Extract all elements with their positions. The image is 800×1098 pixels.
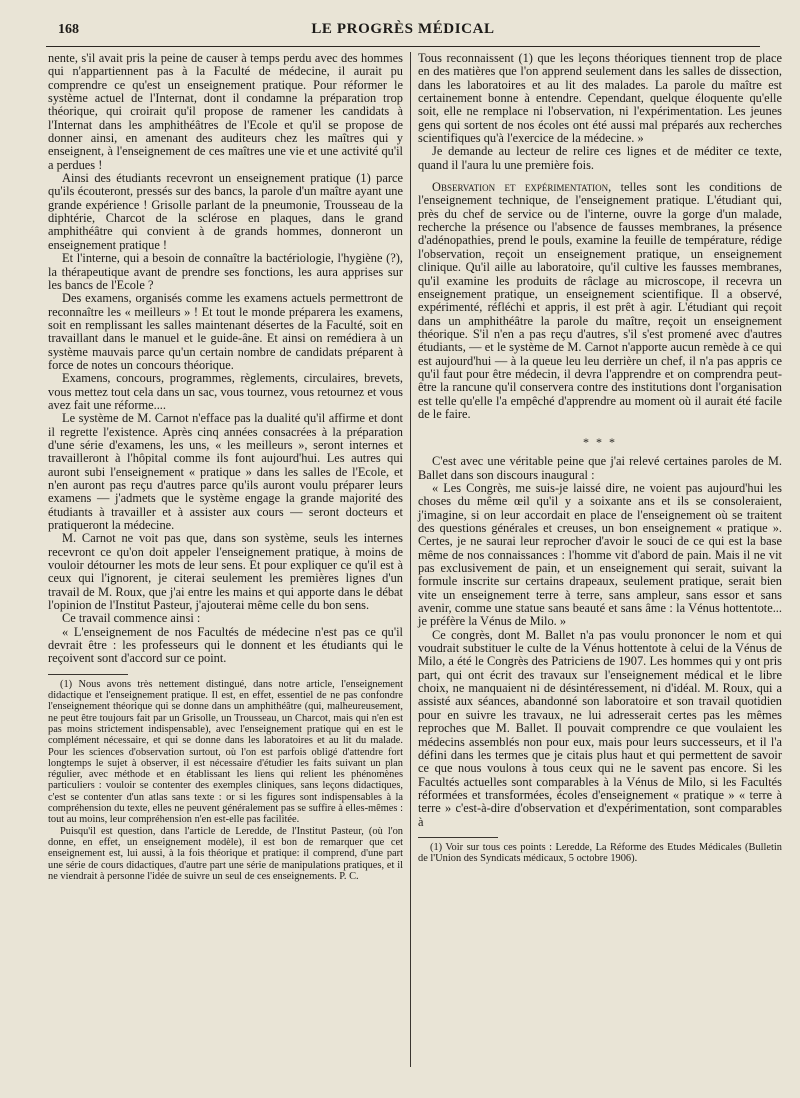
paragraph: Je demande au lecteur de relire ces lignes et de méditer ce texte, quand il l'aura lu une première fois. [418,144,782,172]
page-header [46,20,760,47]
paragraph: Ce travail commence ainsi : [62,611,201,626]
right-column [418,52,782,865]
footnote-block [48,679,403,882]
paragraph: Et l'interne, qui a besoin de connaître la bactériologie, l'hygiène (?), la thérapeutique avant de prendre ses fonctions, les aura apprises sur les bancs de l'Ecole ? [48,251,403,292]
paragraph: Ainsi des étudiants recevront un enseignement pratique (1) parce qu'ils écouteront, pressés sur des bancs, la parole d'un maître ayant une grande expérience ! Grisolle parlant de la pneumonie, Trousseau de la diphtérie, Charcot de la sclérose en plaques, dans le grand amphithéâtre qui convient à de grands hommes, donneront un enseignement pratique ! [48,171,403,252]
paragraph-text: telles sont les conditions de l'enseignement technique, de l'enseignement pratique. L'étudiant qui, près du chef de service ou de l'interne, ouvre la gorge d'un malade, recherche la présence ou l'absence de fausses membranes, la présence d'adénopathies, prend le pouls, examine la feuille de température, rédige l'observation, reçoit un enseignement pratique, un enseignement clinique. Qu'il aille au laboratoire, qu'il cultive les fausses membranes, qu'il examine les produits de râclage au microscope, il recevra un enseignement pratique, un enseignement scientifique. Il a observé, expérimenté, réfléchi et appris, il est prêt à agir. L'étudiant qui reçoit dans un amphithéâtre la parole du maître, reçoit un enseignement théorique. S'il n'en a pas reçu d'autres, s'il s'est promené avec d'autres étudiants, — et le système de M. Carnot n'apporte aucun remède à ce qui est aujourd'hui — à la queue leu leu derrière un chef, il n'a pas appris ce qu'il faut pour être médecin, il devra l'apprendre et on comprendra peut-être la rancune qu'il conservera contre des institutions dont l'organisation est telle qu'elle l'a empêché d'apprendre au moment où il aurait été facile de le faire. [418,180,782,421]
footnote: Puisqu'il est question, dans l'article de Leredde, de l'Institut Pasteur, (où l'on donne, en effet, un enseignement modèle), il est bon de remarquer que cet enseignement est, lui aussi, à la fois théorique et pratique: il comprend, d'une part une série de cours didactiques, d'autre part une série de manipulations pratiques, et il ne viendrait à personne l'idée de suivre un seul de ces enseignements. P. C. [48,825,403,882]
footnote-block [418,842,782,865]
footnote-rule [48,674,128,675]
footnote-rule [418,837,498,838]
left-column [48,52,403,882]
running-title: LE PROGRÈS MÉDICAL [311,21,495,37]
paragraph: nente, s'il avait pris la peine de causer à temps perdu avec des hommes qui n'appartiennent pas à la Faculté de médecine, il aurait pu comprendre ce qu'est un enseignement pratique. Pour réformer le système actuel de l'Internat, dont il condamne la préparation trop théorique, qui croirait qu'il propose de ramener les candidats à l'Internat dans les amphithéâtres de l'Ecole et qu'il se propose de donner ainsi, en amenant des auditeurs chez les maîtres qui y enseignent, à l'enseignement de ces maîtres une vie et une activité qu'il a perdues ! [48,51,403,172]
quotation-paragraph: « L'enseignement de nos Facultés de médecine n'est pas ce qu'il devrait être : les professeurs qui le donnent et les étudiants qui le reçoivent sont d'accord sur ce point. [48,624,403,666]
section-separator-stars: * * * [583,435,617,450]
small-caps-lead: Observation et expérimentation, [432,180,612,195]
footnote: (1) Voir sur tous ces points : Leredde, La Réforme des Etudes Médicales (Bulletin de l'Union des Syndicats médicaux, 5 octobre 1906). [418,841,782,865]
paragraph: Le système de M. Carnot n'efface pas la dualité qu'il affirme et dont il regrette l'existence. Après cinq années consacrées à la préparation d'une série d'examens, les uns, « les meilleurs », seront internes et travailleront à l'hôpital comme ils font aujourd'hui. Les autres qui auront subi l'enseignement « pratique » dans les salles de l'Ecole, et n'en auront pas reçu d'autres parce qu'ils auront voulu préparer leurs examens — j'admets que le système engage la grande majorité des étudiants à travailler et à assister aux cours — seront docteurs et pratiqueront la médecine. [48,411,403,533]
page-number: 168 [58,22,79,37]
paragraph: Des examens, organisés comme les examens actuels permettront de reconnaître les « meilleurs » ! Et tout le monde préparera les examens, soit en remplissant les salles maintenant désertes de la Faculté, soit en travaillant dans le manuel et le guide-âne. Et ainsi on remédiera à un système mauvais parce qu'un certain nombre de candidats préparent à force de notes un concours théorique. [48,291,403,372]
column-divider [410,52,411,1067]
paragraph: C'est avec une véritable peine que j'ai relevé certaines paroles de M. Ballet dans son discours inaugural : [418,454,782,482]
footnote: (1) Nous avons très nettement distingué, dans notre article, l'enseignement didactique et l'enseignement pratique. Il est, en effet, essentiel de ne pas confondre l'enseignement théorique qui se donne dans un amphithéâtre (qui, malheureusement, ne peut être toujours fait par un Grisolle, un Trousseau, un Charcot, mais qui n'en est pas moins strictement indispensable), avec l'enseignement pratique qui en est le complément nécessaire, et qui se donne dans les laboratoires et au lit du malade. Pour les sciences d'observation surtout, où l'on est parfois obligé d'attendre fort longtemps le sujet à observer, il est nécessaire d'étudier les faits suivant un plan régulier, avec méthode et en établissant les liens qui relient les phénomènes particuliers : vouloir se contenter des exemples cliniques, sans leçons didactiques, c'est se contenter d'un atlas sans texte : or si les figures sont indispensables à la compréhension du texte, elles ne peuvent généralement pas se suffire à elles-mêmes : tout au moins, leur compréhension n'en est-elle pas facilitée. [48,678,403,826]
paragraph [418,181,782,421]
quotation-paragraph: « Les Congrès, me suis-je laissé dire, ne voient pas aujourd'hui les choses du même œil qu'il y a soixante ans et ils se consoleraient, j'imagine, si on leur accordait en place de l'enseignement où se traitent des questions générales et creuses, un bon enseignement « pratique ». Certes, je ne saurai leur reprocher d'avoir le souci de ce qui est la base même de nos connaissances : l'homme vit d'abord de pain. Mais il ne vit pas exclusivement de pain, et un enseignement qui serait, suivant la formule inscrite sur certains drapeaux, seulement pratique, serait bien vite un enseignement terre à terre, sans ampleur, sans essor et sans avenir, comme une statue sans beauté et sans âme : la Vénus hottentote... je préfère la Vénus de Milo. » [418,480,782,629]
quotation-paragraph: Tous reconnaissent (1) que les leçons théoriques tiennent trop de place en des matières que l'on apprend seulement dans les salles de dissection, dans les laboratoires et au lit des malades. La parole du maître est certainement bonne à entendre. Cependant, quelque éloquente qu'elle soit, elle ne remplace ni l'observation, ni l'expérimentation. Les jeunes gens qui sortent de nos écoles ont été aussi mal préparés aux recherches scientifiques qu'à l'exercice de la médecine. » [418,51,782,146]
paragraph: M. Carnot ne voit pas que, dans son système, seuls les internes recevront ce qu'on doit appeler l'enseignement pratique, à moins de vouloir détourner les mots de leur sens. Et pour expliquer ce qu'il est à ceux qui l'ignorent, je citerai seulement les premières lignes d'un travail de M. Roux, que j'ai entre les mains et qui apporte dans le débat l'opinion de l'Institut Pasteur, j'ajouterai même celle du bon sens. [48,531,403,613]
paragraph: Ce congrès, dont M. Ballet n'a pas voulu prononcer le nom et qui voudrait substituer le culte de la Vénus hottentote à celui de la Vénus de Milo, a été le Congrès des Patriciens de 1907. Les hommes qui y ont pris part, qui ont écrit des travaux sur l'enseignement médical et le libre choix, ne manquaient ni de désintéressement, ni d'idéal. M. Roux, qui a assisté aux séances, abandonné son laboratoire et son travail quotidien pour en suivre les travaux, ne lui adresserait certes pas les mêmes reproches que M. Ballet. Il pouvait comprendre ce que voulaient les médecins assemblés non pour eux, mais pour leurs successeurs, et il l'a défini dans les termes que je citais plus haut et qui permettent de savoir ce que nous voulons à tous ceux qui ne le savent pas encore. Si les Facultés actuelles sont comparables à la Vénus de Milo, si les Facultés réformées et transformées, écoles d'enseignement « pratique » « terre à terre » c'est-à-dire d'observation et d'expérimentation, sont comparables à [418,627,782,829]
paragraph: Examens, concours, programmes, règlements, circulaires, brevets, vous mettez tout cela dans un sac, vous tournez, vous retournez et vous avez fait une réforme.... [48,371,403,412]
